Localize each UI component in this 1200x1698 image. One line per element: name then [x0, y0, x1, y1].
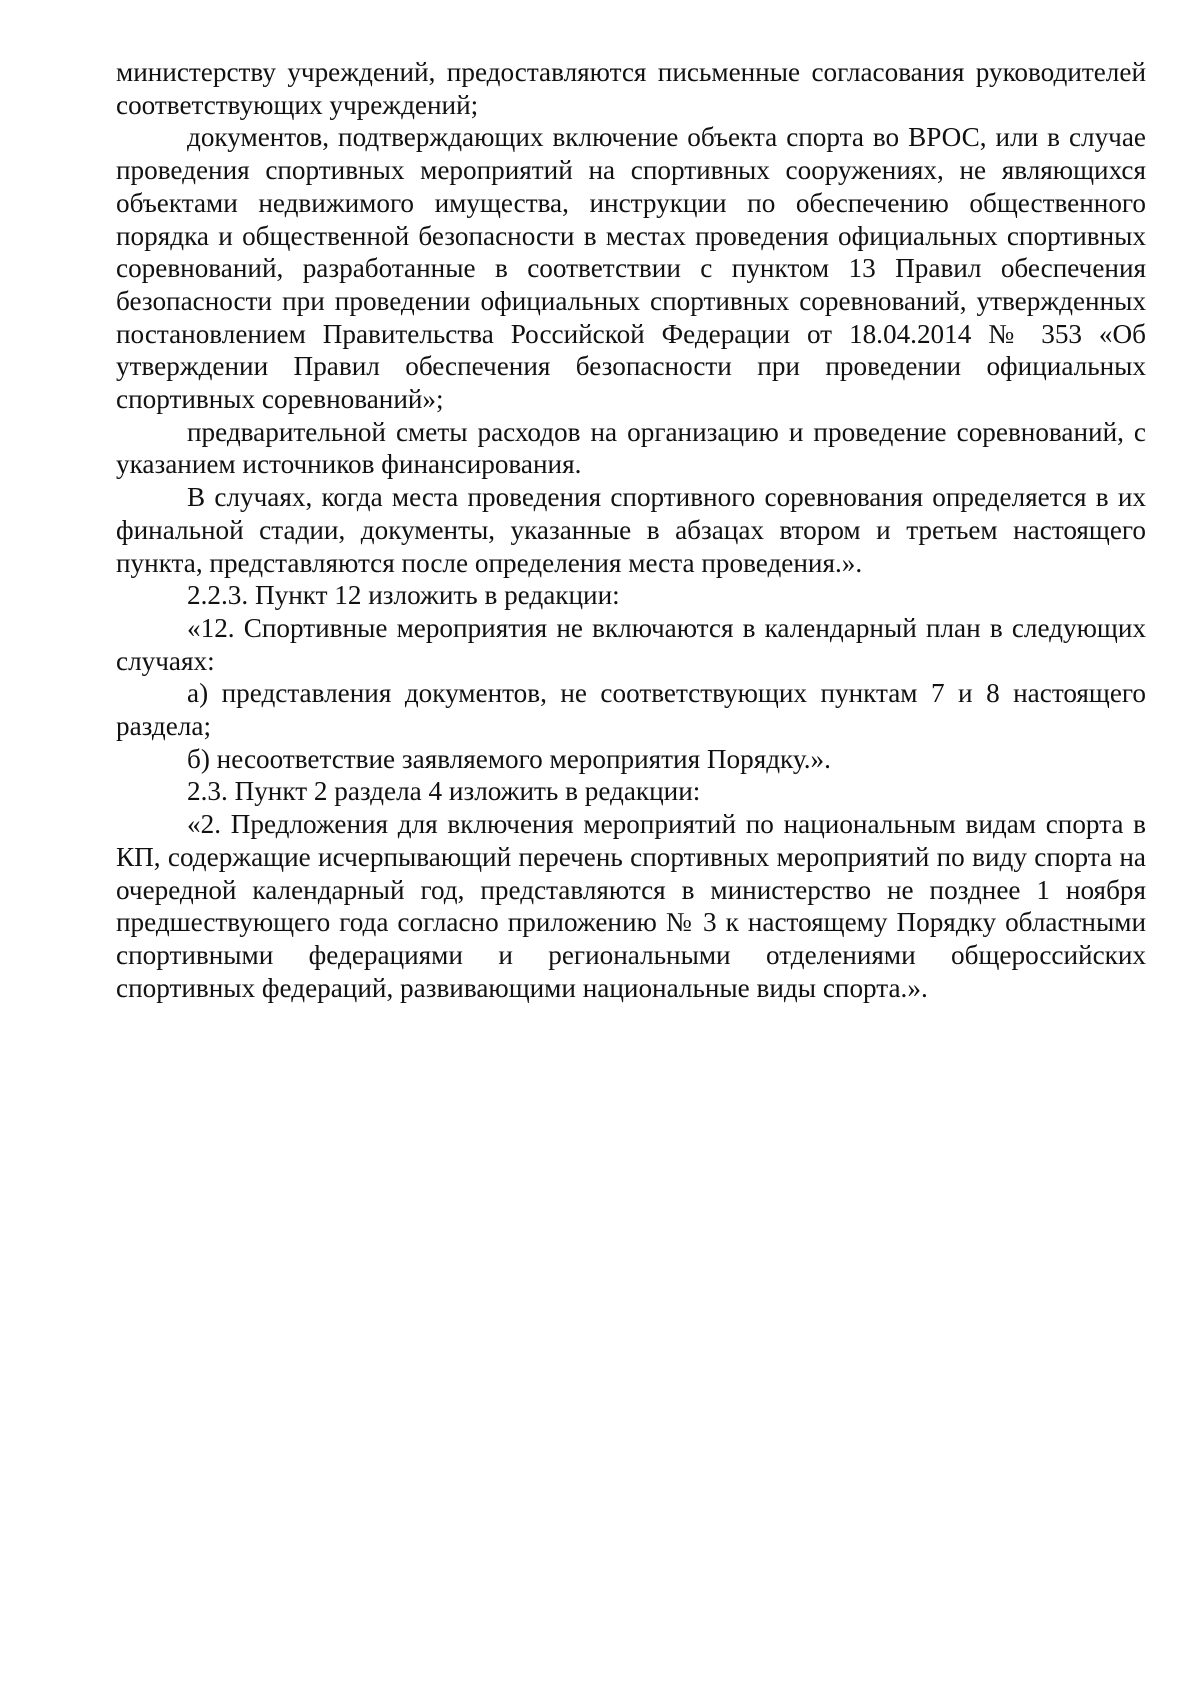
paragraph-2-2-3: 2.2.3. Пункт 12 изложить в редакции: — [187, 580, 620, 611]
paragraph-estimate: предварительной сметы расходов на организацию и проведение соревнований, с указанием источников финансирования. — [116, 416, 1146, 480]
paragraph-documents-vros: документов, подтверждающих включение объекта спорта во ВРОС, или в случае проведения спортивных мероприятий на спортивных сооружениях, не являющихся объектами недвижимого имущества, инструкции по обеспечению общественного порядка и общественной безопасности в местах проведения официальных спортивных соревнований, разработанные в соответствии с пунктом 13 Правил обеспечения безопасности при проведении официальных спортивных соревнований, утвержденных постановлением Правительства Российской Федерации от 18.04.2014 № 353 «Об утверждении Правил обеспечения безопасности при проведении официальных спортивных соревнований»; — [116, 122, 1146, 415]
paragraph-item-12-a: а) представления документов, не соответствующих пунктам 7 и 8 настоящего раздела; — [116, 678, 1146, 742]
paragraph-final-stage: В случаях, когда места проведения спортивного соревнования определяется в их финальной стадии, документы, указанные в абзацах втором и третьем настоящего пункта, представляются после определения места проведения.». — [116, 482, 1146, 578]
paragraph-continuation: министерству учреждений, предоставляются письменные согласования руководителей соответствующих учреждений; — [116, 57, 1146, 120]
paragraph-item-12: «12. Спортивные мероприятия не включаются в календарный план в следующих случаях: — [116, 612, 1146, 676]
paragraph-2-3: 2.3. Пункт 2 раздела 4 изложить в редакции: — [187, 776, 701, 807]
paragraph-section-4-item-2: «2. Предложения для включения мероприятий по национальным видам спорта в КП, содержащие исчерпывающий перечень спортивных мероприятий по виду спорта на очередной календарный год, представляются в министерство не позднее 1 ноября предшествующего года согласно приложению № 3 к настоящему Порядку областными спортивными федерациями и региональными отделениями общероссийских спортивных федераций, развивающими национальные виды спорта.». — [116, 809, 1146, 1003]
document-page — [116, 56, 1146, 1004]
paragraph-item-12-b: б) несоответствие заявляемого мероприятия Порядку.». — [187, 743, 831, 774]
